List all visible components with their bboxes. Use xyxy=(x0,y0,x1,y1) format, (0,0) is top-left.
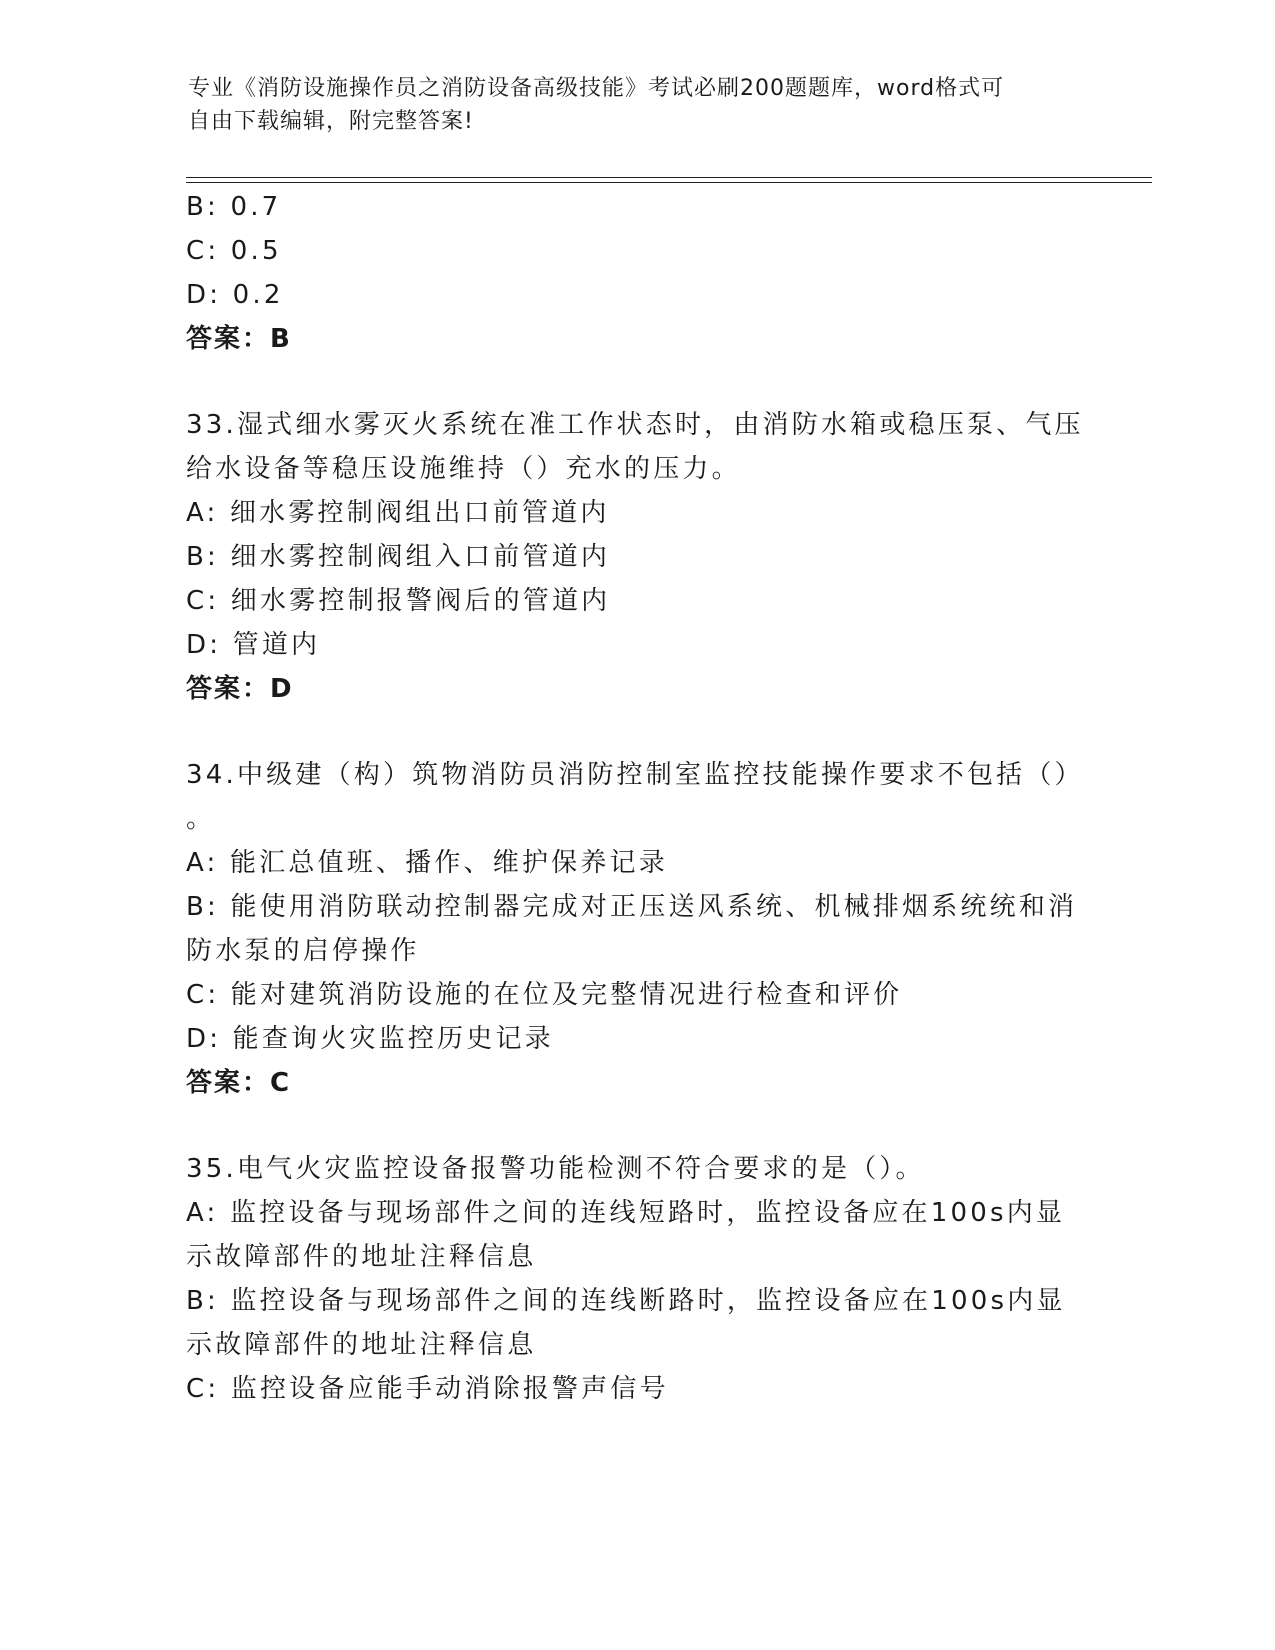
q34-option-a: A: 能汇总值班、播作、维护保养记录 xyxy=(186,848,668,878)
q32-option-c: C: 0.5 xyxy=(186,236,282,266)
q35-option-c: C: 监控设备应能手动消除报警声信号 xyxy=(186,1374,669,1404)
q34-option-c: C: 能对建筑消防设施的在位及完整情况进行检查和评价 xyxy=(186,980,903,1010)
document-header xyxy=(188,72,1088,138)
q33-option-d: D: 管道内 xyxy=(186,630,321,660)
q33-option-b: B: 细水雾控制阀组入口前管道内 xyxy=(186,542,611,572)
q35-option-b-line-1: B: 监控设备与现场部件之间的连线断路时，监控设备应在100s内显 xyxy=(186,1286,1066,1316)
q33-stem-line-2: 给水设备等稳压设施维持（）充水的压力。 xyxy=(186,454,741,484)
q35-stem-line-1: 35.电气火灾监控设备报警功能检测不符合要求的是（）。 xyxy=(186,1154,925,1184)
header-divider-bottom xyxy=(186,182,1152,183)
q33-option-c: C: 细水雾控制报警阀后的管道内 xyxy=(186,586,611,616)
q33-option-a: A: 细水雾控制阀组出口前管道内 xyxy=(186,498,610,528)
q35-option-a-line-2: 示故障部件的地址注释信息 xyxy=(186,1242,537,1272)
q32-answer: 答案：B xyxy=(186,324,292,354)
header-divider-top xyxy=(186,177,1152,178)
q34-option-b-line-1: B: 能使用消防联动控制器完成对正压送风系统、机械排烟系统统和消 xyxy=(186,892,1078,922)
header-line-1: 专业《消防设施操作员之消防设备高级技能》考试必刷200题题库，word格式可 xyxy=(188,76,1005,101)
q33-answer: 答案：D xyxy=(186,674,294,704)
q32-option-d: D: 0.2 xyxy=(186,280,284,310)
q34-option-d: D: 能查询火灾监控历史记录 xyxy=(186,1024,554,1054)
q34-option-b-line-2: 防水泵的启停操作 xyxy=(186,936,420,966)
header-line-2: 自由下载编辑，附完整答案! xyxy=(188,109,474,134)
q34-stem-line-2: 。 xyxy=(186,804,216,834)
q35-option-a-line-1: A: 监控设备与现场部件之间的连线短路时，监控设备应在100s内显 xyxy=(186,1198,1066,1228)
q34-answer: 答案：C xyxy=(186,1068,292,1098)
q35-option-b-line-2: 示故障部件的地址注释信息 xyxy=(186,1330,537,1360)
q33-stem-line-1: 33.湿式细水雾灭火系统在准工作状态时，由消防水箱或稳压泵、气压 xyxy=(186,410,1084,440)
q32-option-b: B: 0.7 xyxy=(186,192,282,222)
q34-stem-line-1: 34.中级建（构）筑物消防员消防控制室监控技能操作要求不包括（） xyxy=(186,760,1084,790)
